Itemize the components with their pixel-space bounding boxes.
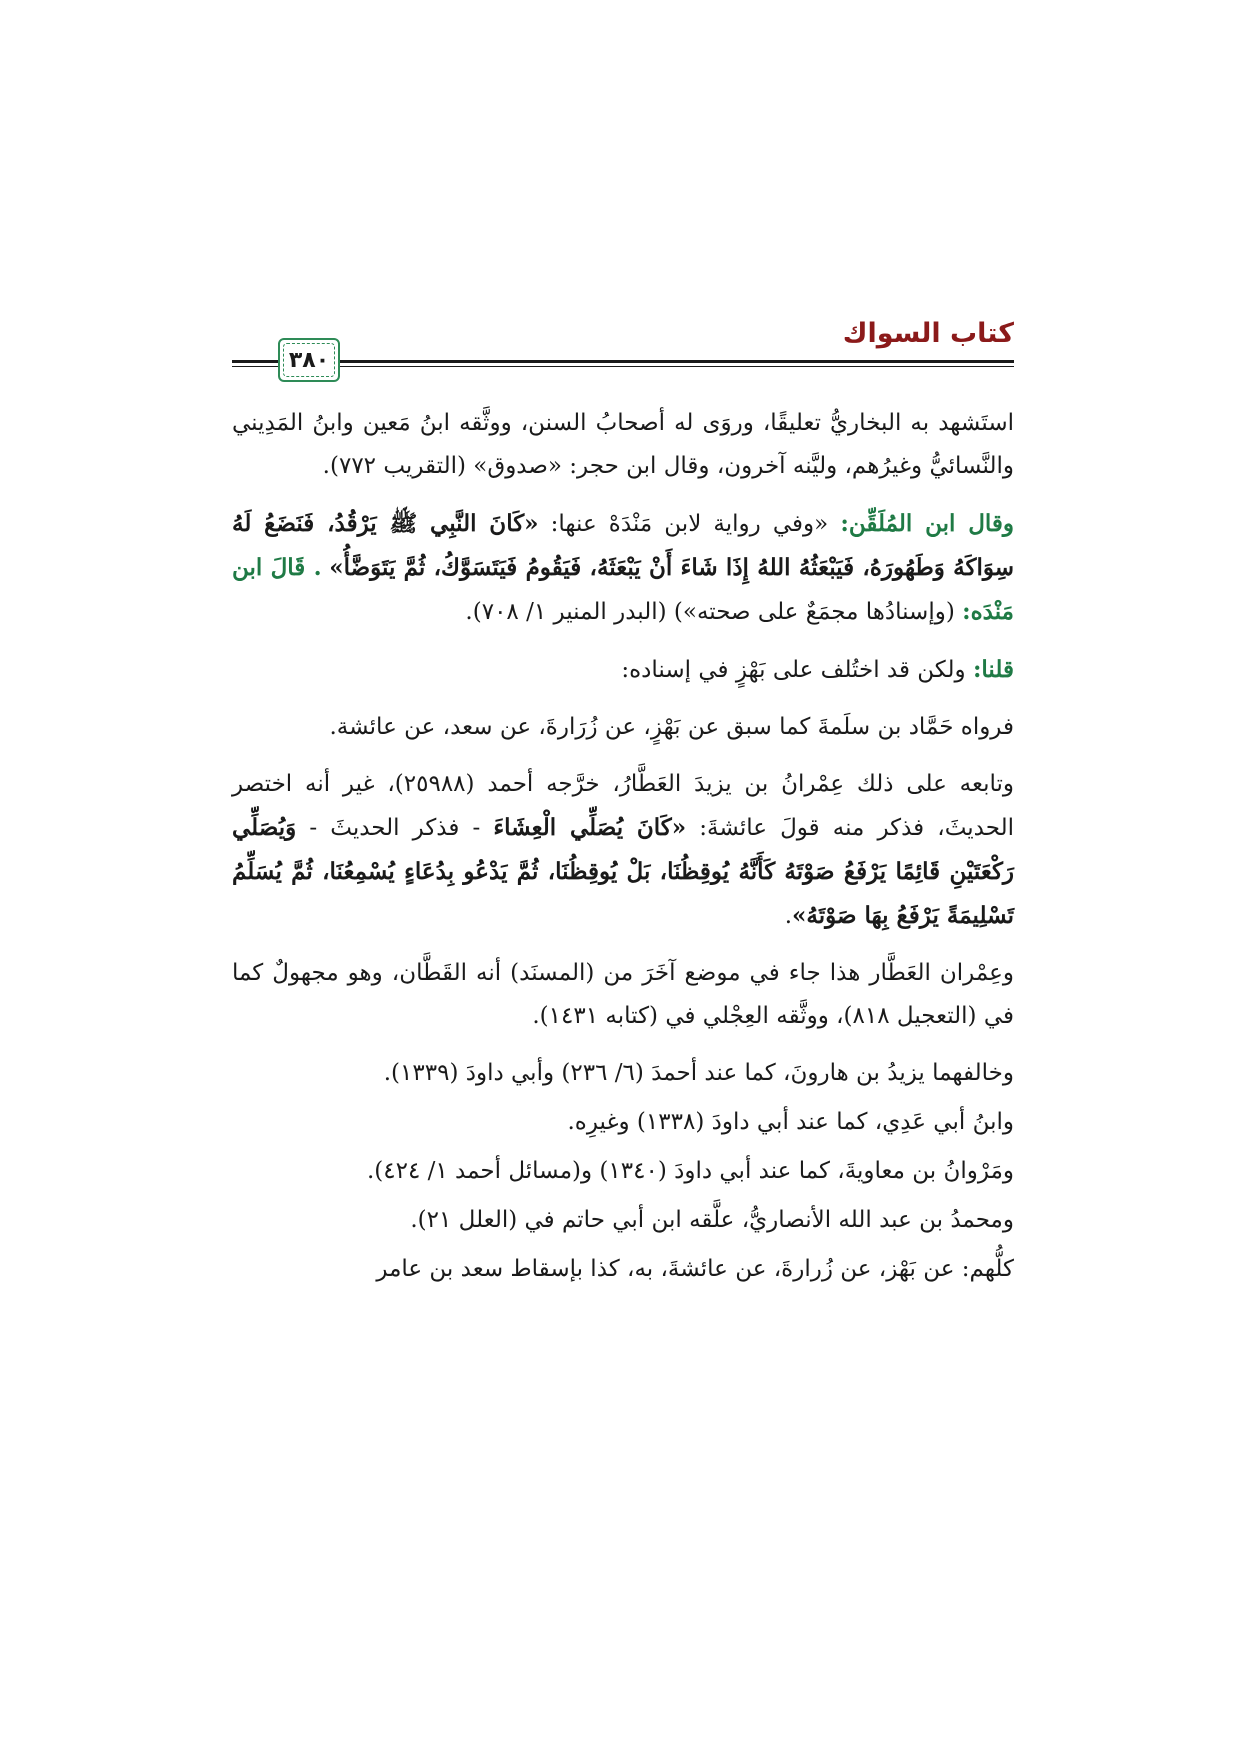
header-rule-thin [232, 366, 1014, 367]
paragraph-1: استَشهد به البخاريُّ تعليقًا، وروَى له أصحابُ السنن، ووثَّقه ابنُ مَعين وابنُ المَدِيني والنَّسائيُّ وغيرُهم، وليَّنه آخرون، وقال ابن حجر: «صدوق» (التقريب ٧٧٢). [232, 410, 1014, 479]
paragraph-5-mid: - فذكر الحديثَ - [309, 815, 481, 841]
qulna-label: قلنا: [972, 656, 1014, 683]
book-title: كتاب السواك [842, 318, 1014, 349]
paragraph-2-rest: (وإسنادُها مجمَعٌ على صحته») (البدر المنير ١/ ٧٠٨). [465, 599, 955, 625]
header-rule-thick [232, 360, 1014, 363]
page-header [232, 318, 1014, 388]
paragraph-2 [232, 502, 1014, 634]
paragraph-8: وابنُ أبي عَدِي، كما عند أبي داودَ (١٣٣٨) وغيرِه. [567, 1109, 1014, 1135]
paragraph-5 [232, 763, 1014, 938]
page-number: ٣٨٠ [288, 347, 330, 373]
paragraph-2-intro: «وفي رواية لابن مَنْدَهْ عنها: [550, 511, 829, 537]
paragraph-7: وخالفهما يزيدُ بن هارونَ، كما عند أحمدَ (٦/ ٢٣٦) وأبي داودَ (١٣٣٩). [383, 1060, 1014, 1086]
paragraph-9: ومَرْوانُ بن معاويةَ، كما عند أبي داودَ (١٣٤٠) و(مسائل أحمد ١/ ٤٢٤). [366, 1158, 1014, 1184]
author-label-ibn-almulaqqin: وقال ابن المُلَقِّن: [840, 510, 1015, 537]
hadith-text-1: «كَانَ النَّبِي ﷺ يَرْقُدُ، فَنَضَعُ لَهُ سِوَاكَهُ وَطَهُورَهُ، فَيَبْعَثُهُ اللهُ إِذَا شَاءَ أَنْ يَبْعَثَهُ، فَيَقُومُ فَيَتَسَوَّكُ، ثُمَّ يَتَوَضَّأُ» [232, 510, 1014, 581]
paragraph-3 [232, 648, 1014, 692]
page-body [232, 402, 1014, 1297]
paragraph-10: ومحمدُ بن عبد الله الأنصاريُّ، علَّقه ابن أبي حاتم في (العلل ٢١). [410, 1207, 1014, 1233]
paragraph-6: وعِمْران العَطَّار هذا جاء في موضع آخَرَ من (المسنَد) أنه القَطَّان، وهو مجهولٌ كما في (التعجيل ٨١٨)، ووثَّقه العِجْلي في (كتابه ١٤٣١). [232, 960, 1014, 1029]
hadith-text-2a: «كَانَ يُصَلِّي الْعِشَاءَ [493, 814, 687, 841]
paragraph-5-end: . [784, 903, 793, 929]
hadith-text-2b: وَيُصَلِّي رَكْعَتَيْنِ قَائِمًا يَرْفَعُ صَوْتَهُ كَأَنَّهُ يُوقِظُنَا، بَلْ يُوقِظُنَا، ثُمَّ يَدْعُو بِدُعَاءٍ يُسْمِعُنَا، ثُمَّ يُسَلِّمُ تَسْلِيمَةً يَرْفَعُ بِهَا صَوْتَهُ» [232, 814, 1014, 929]
page-number-badge [278, 338, 340, 382]
paragraph-11: كلُّهم: عن بَهْز، عن زُرارةَ، عن عائشةَ، به، كذا بإسقاط سعد بن عامر [376, 1256, 1014, 1282]
paragraph-3-text: ولكن قد اختُلف على بَهْزٍ في إسناده: [621, 657, 966, 683]
paragraph-4: فرواه حَمَّاد بن سلَمةَ كما سبق عن بَهْزٍ، عن زُرَارةَ، عن سعد، عن عائشة. [329, 714, 1014, 740]
author-label-ibn-mandah: . قَالَ ابن مَنْدَه: [232, 554, 1014, 625]
paragraph-5-intro: وتابعه على ذلك عِمْرانُ بن يزيدَ العَطَّارُ، خرَّجه أحمد (٢٥٩٨٨)، غير أنه اختصر الحديثَ، فذكر منه قولَ عائشةَ: [232, 771, 1015, 841]
